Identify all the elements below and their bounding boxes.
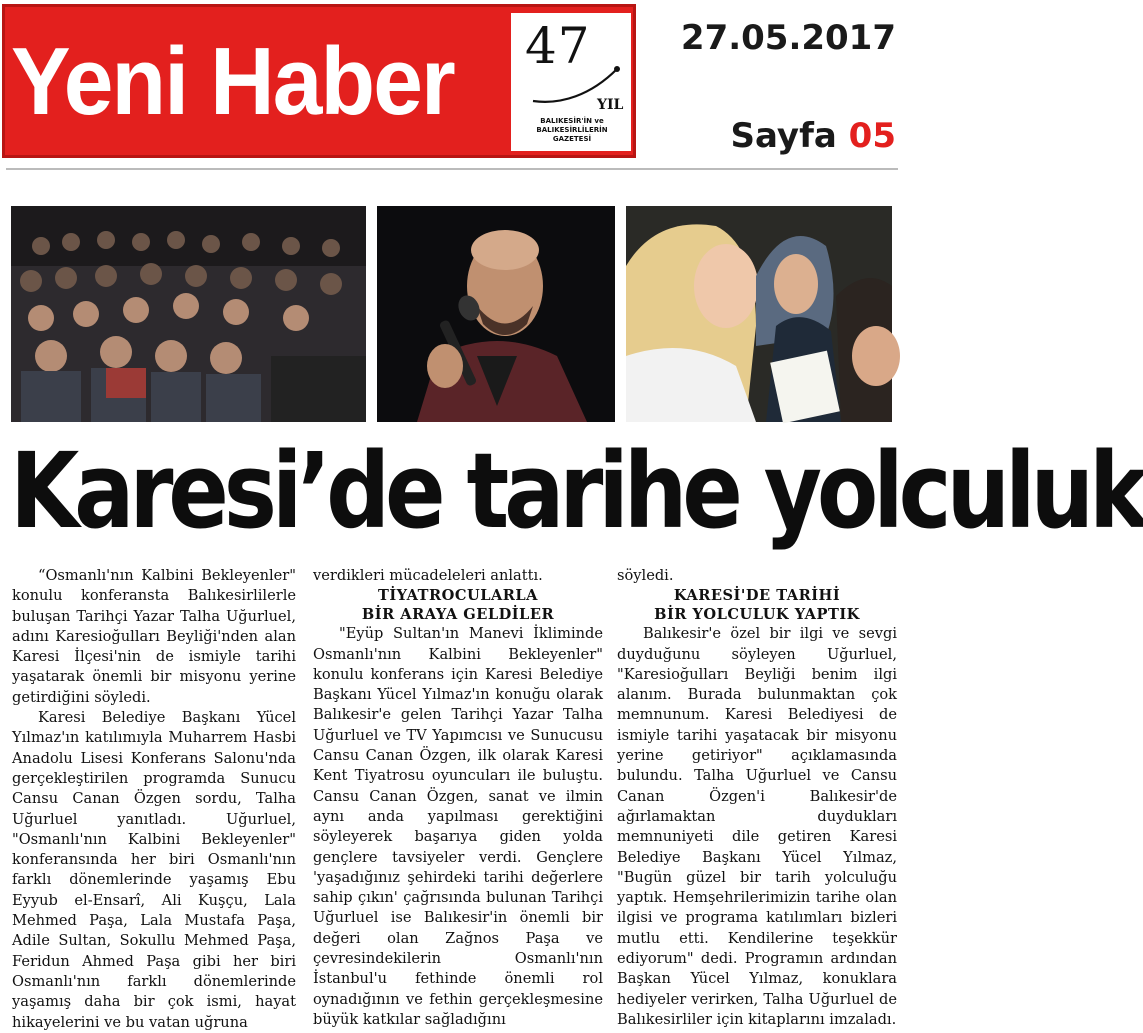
paragraph: söyledi.: [617, 567, 674, 584]
signing-photo-image: [626, 206, 892, 422]
paragraph: "Eyüp Sultan'ın Manevi İkliminde Osmanlı'nın Kalbini Bekleyenler" konulu konferans için Karesi Belediye Başkanı Yücel Yılmaz'ın konuğu olarak Balıkesir'e gelen Tarihçi Yazar Talha Uğurluel ve TV Yapımcısı ve Sunucusu Cansu Canan Özgen, ilk olarak Karesi Kent Tiyatrosu oyuncuları ile buluştu. Cansu Canan Özgen, sanat ve ilmin aynı anda yapılması gerektiğini söyleyerek başarıya giden yolda gençlere tavsiyeler verdi. Gençlere 'yaşadığınız şehirdeki tarihi değerlere sahip çıkın' çağrısında bulunan Tarihçi Uğurluel ise Balıkesir'in önemli bir değeri olan Zağnos Paşa ve çevresindekilerin Osmanlı'nın İstanbul'u fethinde önemli rol oynadığının ve fethin gerçekleşmesine büyük katkılar sağladığını: [313, 625, 603, 1028]
subheading-tiyatrocularla: [313, 586, 603, 624]
audience-photo-image: [11, 206, 366, 422]
subheading-line: BİR ARAYA GELDİLER: [361, 606, 555, 624]
headline: Karesi’de tarihe yolculuk: [10, 430, 1143, 552]
subheading-karesi: [617, 586, 897, 624]
badge-line-3: GAZETESİ: [552, 135, 592, 143]
speaker-with-microphone-photo: [377, 206, 615, 422]
paragraph: Balıkesir'e özel bir ilgi ve sevgi duyduğunu söyleyen Uğurluel, "Karesioğulları Beyliği benim ilgi alanım. Burada bulunmaktan çok memnunum. Karesi Belediyesi de ismiyle tarihi yaşatacak bir misyonu yerine getiriyor" açıklamasında bulundu. Talha Uğurluel ve Cansu Canan Özgen'i Balıkesir'de ağırlamaktan duydukları memnuniyeti dile getiren Karesi Belediye Başkanı Yücel Yılmaz, "Bugün güzel bir tarih yolculuğu yaptık. Hemşehrilerimizin tarihe olan ilgisi ve programa katılımları bizleri mutlu etti. Kendilerine teşekkür ediyorum" dedi. Programın ardından Başkan Yücel Yılmaz, konuklara hediyeler verirken, Talha Uğurluel de Balıkesirliler için kitaplarını imzaladı.: [617, 625, 897, 1028]
speaker-photo-image: [377, 206, 615, 422]
anniversary-number: 47: [525, 17, 591, 75]
paragraph: “Osmanlı'nın Kalbini Bekleyenler" konulu konferansta Balıkesirlilerle buluşan Tarihçi Yazar Talha Uğurluel, adını Karesioğulları Beyliği'nden alan Karesi İlçesi'nin de ismiyle tarihi yaşatarak önemli bir misyonu yerine getirdiğini söyledi.: [12, 567, 296, 706]
badge-line-1: BALIKESİR'İN ve: [540, 117, 604, 125]
article-column-3: [617, 566, 897, 1030]
subheading-line: BİR YOLCULUK YAPTIK: [654, 606, 860, 624]
paragraph: verdikleri mücadeleleri anlattı.: [313, 567, 543, 584]
anniversary-badge: [511, 13, 631, 151]
page-number-value: 05: [848, 116, 896, 156]
badge-line-2: BALIKESİRLİLERİN: [536, 126, 608, 134]
autograph-signing-photo: [626, 206, 892, 422]
header-rule: [6, 168, 898, 170]
article-column-1: [12, 566, 296, 1033]
masthead: [2, 4, 636, 158]
page-label: Sayfa: [730, 116, 837, 156]
issue-date: 27.05.2017: [680, 18, 896, 58]
article-column-2: [313, 566, 603, 1030]
page-number: [700, 116, 896, 156]
anniversary-subtitle: [519, 117, 625, 144]
anniversary-suffix: YIL: [597, 97, 624, 113]
audience-photo: [11, 206, 366, 422]
subheading-line: TİYATROCULARLA: [377, 587, 539, 605]
paragraph: Karesi Belediye Başkanı Yücel Yılmaz'ın katılımıyla Muharrem Hasbi Anadolu Lisesi Konferans Salonu'nda gerçekleştirilen programda Sunucu Cansu Canan Özgen sordu, Talha Uğurluel yanıtladı. Uğurluel, "Osmanlı'nın Kalbini Bekleyenler" konferansında her biri Osmanlı'nın farklı dönemlerinde yaşamış Ebu Eyyub el-Ensarî, Ali Kuşçu, Lala Mehmed Paşa, Lala Mustafa Paşa, Adile Sultan, Sokullu Mehmed Paşa, Feridun Ahmed Paşa gibi her biri Osmanlı'nın farklı dönemlerinde yaşamış daha bir çok ismi, hayat hikayelerini ve bu vatan uğruna: [12, 709, 296, 1031]
masthead-title: Yeni Haber: [11, 28, 454, 135]
subheading-line: KARESİ'DE TARİHİ: [673, 587, 841, 605]
